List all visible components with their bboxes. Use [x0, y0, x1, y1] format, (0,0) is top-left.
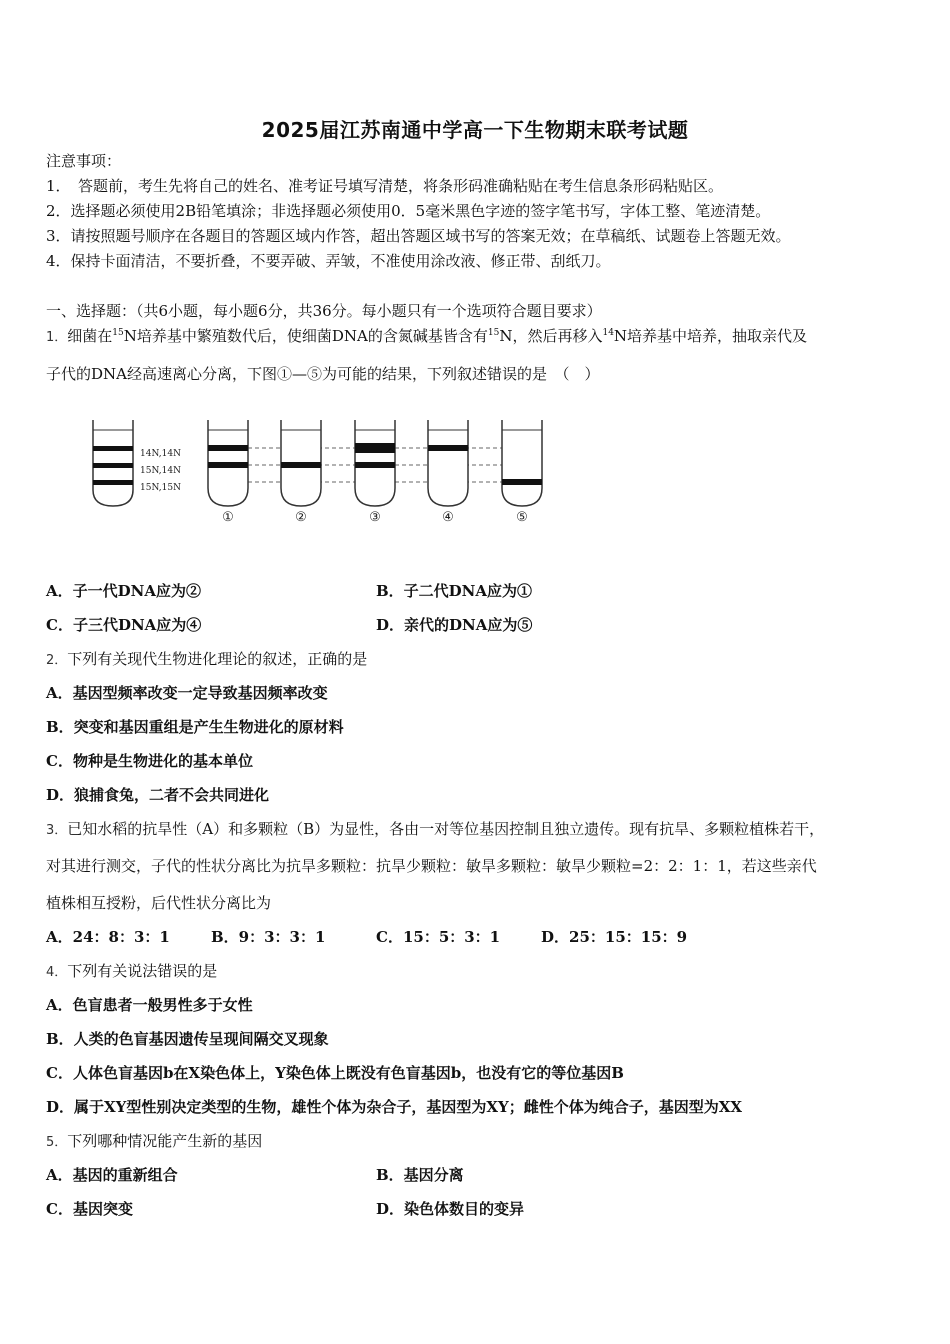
label-15n14n: 15N,14N	[140, 466, 181, 476]
notice-heading: 注意事项：	[46, 152, 122, 170]
q3-option-b: B．9：3：3：1	[211, 928, 326, 946]
tube-5-band-heavy	[502, 479, 542, 485]
section-heading: 一、选择题：（共6小题，每小题6分，共36分。每小题只有一个选项符合题目要求）	[46, 302, 602, 320]
question-5-stem: 5．下列哪种情况能产生新的基因	[46, 1132, 263, 1150]
tube-5-label: ⑤	[516, 510, 528, 525]
label-14n14n: 14N,14N	[140, 449, 181, 459]
tube-3-label: ③	[369, 510, 381, 525]
question-2-stem: 2．下列有关现代生物进化理论的叙述，正确的是	[46, 650, 368, 668]
tube-3-band-light	[355, 443, 395, 453]
q4-option-a: A．色盲患者一般男性多于女性	[46, 996, 253, 1014]
tube-4-label: ④	[442, 510, 454, 525]
tube-2-label: ②	[295, 510, 307, 525]
tube-3-band-middle	[355, 462, 395, 468]
q5-option-b: B．基因分离	[376, 1166, 464, 1184]
band-15n15n	[93, 480, 133, 485]
question-3-stem-line2: 对其进行测交，子代的性状分离比为抗旱多颗粒：抗旱少颗粒：敏旱多颗粒：敏旱少颗粒=2：2：1：1，若这些亲代	[46, 857, 817, 875]
question-number: 1．	[46, 330, 68, 345]
tube-4	[428, 420, 468, 506]
page-title: 2025届江苏南通中学高一下生物期末联考试题	[261, 118, 689, 142]
q1-option-b: B．子二代DNA应为①	[376, 582, 533, 600]
q3-option-d: D．25：15：15：9	[541, 928, 688, 946]
band-15n14n	[93, 463, 133, 468]
q2-option-a: A．基因型频率改变一定导致基因频率改变	[46, 684, 328, 702]
q5-option-c: C．基因突变	[46, 1200, 133, 1218]
tube-1-band-middle	[208, 462, 248, 468]
q4-option-b: B．人类的色盲基因遗传呈现间隔交叉现象	[46, 1030, 329, 1048]
q1-option-a: A．子一代DNA应为②	[46, 582, 201, 600]
q2-option-c: C．物种是生物进化的基本单位	[46, 752, 253, 770]
band-14n14n	[93, 446, 133, 451]
question-number: 3．	[46, 823, 68, 838]
q2-option-b: B．突变和基因重组是产生生物进化的原材料	[46, 718, 344, 736]
tube-1-label: ①	[222, 510, 234, 525]
q5-option-d: D．染色体数目的变异	[376, 1200, 525, 1218]
q3-option-c: C．15：5：3：1	[376, 928, 501, 946]
q3-option-a: A．24：8：3：1	[46, 928, 170, 946]
question-4-stem: 4．下列有关说法错误的是	[46, 962, 218, 980]
dna-centrifuge-figure	[78, 410, 558, 525]
notice-item-1: 1． 答题前，考生先将自己的姓名、准考证号填写清楚，将条形码准确粘贴在考生信息条形码粘贴区。	[46, 177, 724, 195]
label-15n15n: 15N,15N	[140, 483, 181, 493]
tube-1-band-light	[208, 445, 248, 451]
q4-option-d: D．属于XY型性别决定类型的生物，雄性个体为杂合子，基因型为XY；雌性个体为纯合子，基因型为XX	[46, 1098, 742, 1116]
notice-item-2: 2．选择题必须使用2B铅笔填涂；非选择题必须使用0．5毫米黑色字迹的签字笔书写，字体工整、笔迹清楚。	[46, 202, 771, 220]
question-3-stem: 3．已知水稻的抗旱性（A）和多颗粒（B）为显性，各由一对等位基因控制且独立遗传。现有抗旱、多颗粒植株若干，	[46, 820, 825, 838]
notice-item-4: 4．保持卡面清洁，不要折叠，不要弄破、弄皱，不准使用涂改液、修正带、刮纸刀。	[46, 252, 611, 270]
question-3-stem-line3: 植株相互授粉，后代性状分离比为	[46, 894, 272, 912]
q1-option-d: D．亲代的DNA应为⑤	[376, 616, 533, 634]
tube-5	[502, 420, 542, 506]
question-number: 5．	[46, 1135, 68, 1150]
q1-option-c: C．子三代DNA应为④	[46, 616, 202, 634]
question-1-stem-line2: 子代的DNA经高速离心分离，下图①—⑤为可能的结果，下列叙述错误的是 （ ）	[46, 365, 600, 383]
q2-option-d: D．狼捕食兔，二者不会共同进化	[46, 786, 270, 804]
q5-option-a: A．基因的重新组合	[46, 1166, 178, 1184]
tube-4-band-light	[428, 445, 468, 451]
tube-2-band-middle	[281, 462, 321, 468]
question-number: 4．	[46, 965, 68, 980]
notice-item-3: 3．请按照题号顺序在各题目的答题区域内作答，超出答题区域书写的答案无效；在草稿纸、试题卷上答题无效。	[46, 227, 791, 245]
question-1-stem: 1．细菌在$^{15}$N培养基中繁殖数代后，使细菌DNA的含氮碱基皆含有$^{15}$N，然后再移入$^{14}$N培养基中培养，抽取亲代及	[46, 327, 808, 345]
question-number: 2．	[46, 653, 68, 668]
q4-option-c: C．人体色盲基因b在X染色体上，Y染色体上既没有色盲基因b，也没有它的等位基因B	[46, 1064, 624, 1082]
